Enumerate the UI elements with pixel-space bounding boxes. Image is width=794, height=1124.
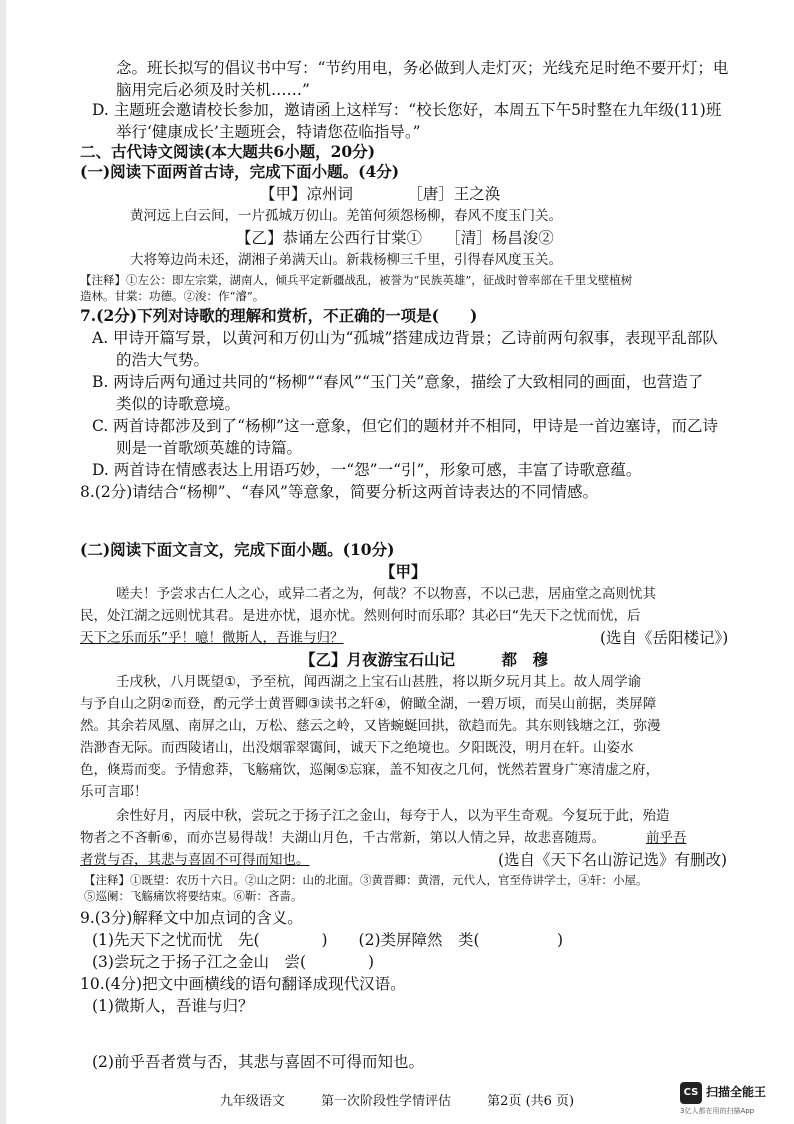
text-line: 乐可言耶！ (80, 784, 148, 800)
scanner-tagline: 3亿人都在用的扫描App (680, 1107, 755, 1115)
text-line: 色，倏焉而变。予情愈莽，飞觞痛饮，巡阑⑤忘寐，盖不知夜之几何，恍然若置身广寒清虚之府， (80, 762, 660, 778)
text-line: (选自《岳阳楼记》) (600, 629, 729, 647)
text-line: 余性好月，丙辰中秋，尝玩之于扬子江之金山，每夸于人，以为平生奇观。今复玩于此，殆造 (116, 808, 670, 824)
scan-edge (0, 0, 6, 1124)
text-line: C. 两首诗都涉及到了“杨柳”这一意象，但它们的题材并不相同，甲诗是一首边塞诗，而乙诗 (92, 417, 719, 435)
camscanner-logo-icon: CS (680, 1082, 702, 1104)
footer-exam: 第一次阶段性学情评估 (321, 1094, 452, 1109)
text-line: (2)前乎吾者赏与否，其悲与喜固不可得而知也。 (92, 1053, 424, 1071)
text-line: (1)先天下之忧而忧 先( ) (2)类屏障然 类( ) (92, 931, 564, 949)
text-line: 与予自山之阴②而登，酌元学士黄晋卿③读书之轩④，俯瞰全湖，一碧万顷，而吴山前据，类屏障 (80, 696, 657, 712)
text-line: (一)阅读下面两首古诗，完成下面小题。(4分) (80, 162, 400, 181)
footer-subject: 九年级语文 (219, 1094, 285, 1109)
scanner-app-name: 扫描全能王 (706, 1085, 767, 1099)
text-line: 黄河远上白云间，一片孤城万仞山。羌笛何须怨杨柳，春风不度玉门关。 (130, 208, 562, 224)
text-line: B. 两诗后两句通过共同的“杨柳”“春风”“玉门关”意象，描绘了大致相同的画面，也营造了 (92, 373, 704, 391)
text-line: 【乙】月夜游宝石山记 都 穆 (300, 650, 549, 669)
page-footer (0, 1090, 794, 1109)
text-line: (3)尝玩之于扬子江之金山 尝( ) (92, 953, 375, 971)
text-line: 【注释】①左公：即左宗棠，湖南人，倾兵平定新疆战乱，被誉为“民族英雄”，征战时曾率部在千里戈壁植树 (80, 273, 633, 287)
text-line: 造林。甘棠：功德。②浚：作“濬”。 (80, 289, 265, 303)
text-line: 脑用完后必须及时关机……” (116, 81, 310, 99)
scanner-watermark (680, 1080, 790, 1120)
text-line: (1)微斯人，吾谁与归？ (92, 997, 254, 1015)
text-line: 壬戌秋，八月既望①，予至杭，闻西湖之上宝石山甚胜，将以斯夕玩月其上。故人周学谕 (116, 674, 642, 690)
text-line: 的浩大气势。 (116, 351, 210, 369)
text-line: 物者之不吝斬⑥，而亦岂易得哉！夫湖山月色，千古常新，第以人情之异，故悲喜随焉。 (80, 830, 606, 846)
text-line: 大将筹边尚未还，湖湘子弟满天山。新栽杨柳三千里，引得春风度玉关。 (130, 252, 562, 268)
text-line: 【甲】 (380, 562, 427, 581)
text-line: 嗟夫！予尝求古仁人之心，或异二者之为，何哉？不以物喜，不以己悲，居庙堂之高则忧其 (116, 586, 656, 602)
footer-page: 第2页 (共6 页) (487, 1094, 575, 1109)
text-line: D. 两首诗在情感表达上用语巧妙，一“怨”一“引”，形象可感，丰富了诗歌意蕴。 (92, 461, 642, 479)
text-line: 则是一首歌颂英雄的诗篇。 (116, 439, 303, 457)
text-line: ⑤巡阑：飞觞痛饮将要结束。⑥靳：吝啬。 (84, 889, 303, 903)
text-line: 【甲】凉州词 ［唐］王之涣 (260, 185, 501, 203)
text-line: 二、古代诗文阅读(本大题共6小题，20分) (80, 142, 376, 161)
text-line: 浩渺杳无际。而西陵诸山，出没烟霏翠霭间，诚天下之绝境也。夕阳既没，明月在轩。山姿水 (80, 740, 634, 756)
text-line: 举行‘健康成长’主题班会，特请您莅临指导。” (116, 123, 421, 141)
text-line: 念。班长拟写的倡议书中写：“节约用电，务必做到人走灯灭；光线充足时绝不要开灯；电 (116, 59, 729, 77)
text-line: 8.(2分)请结合“杨柳”、“春风”等意象，简要分析这两首诗表达的不同情感。 (80, 483, 598, 501)
text-line: (二)阅读下面文言文，完成下面小题。(10分) (80, 540, 395, 559)
text-line: 天下之乐而乐”乎！噫！微斯人，吾谁与归？ (80, 630, 344, 646)
text-line: 然。其余若凤凰、南屏之山，万松、慈云之岭，又皆蜿蜒回拱，欲趋而先。其东则钱塘之江，弥漫 (80, 718, 661, 734)
text-line: (选自《天下名山游记选》有删改) (498, 851, 728, 869)
text-line: A. 甲诗开篇写景，以黄河和万仞山为“孤城”搭建成边背景；乙诗前两句叙事，表现平乱部队 (92, 329, 718, 347)
text-line: 【注释】①既望：农历十六日。②山之阴：山的北面。③黄晋卿：黄溍，元代人，官至侍讲学士，④轩：小屋。 (84, 873, 648, 887)
text-line: 民，处江湖之远则忧其君。是进亦忧，退亦忧。然则何时而乐耶？其必曰“先天下之忧而忧，后 (80, 608, 641, 624)
text-line: 者赏与否，其悲与喜固不可得而知也。 (80, 852, 310, 868)
text-line: 类似的诗歌意境。 (116, 395, 241, 413)
text-line: 10.(4分)把文中画横线的语句翻译成现代汉语。 (80, 975, 406, 993)
text-line: 9.(3分)解释文中加点词的含义。 (80, 909, 303, 927)
text-line: 7.(2分)下列对诗歌的理解和赏析，不正确的一项是( ) (80, 306, 478, 325)
text-line: 前乎吾 (646, 830, 687, 846)
text-line: 【乙】恭诵左公西行甘棠① ［清］杨昌浚② (236, 229, 554, 247)
text-line: D. 主题班会邀请校长参加，邀请函上这样写：“校长您好，本周五下午5时整在九年级(11)班 (92, 101, 722, 119)
